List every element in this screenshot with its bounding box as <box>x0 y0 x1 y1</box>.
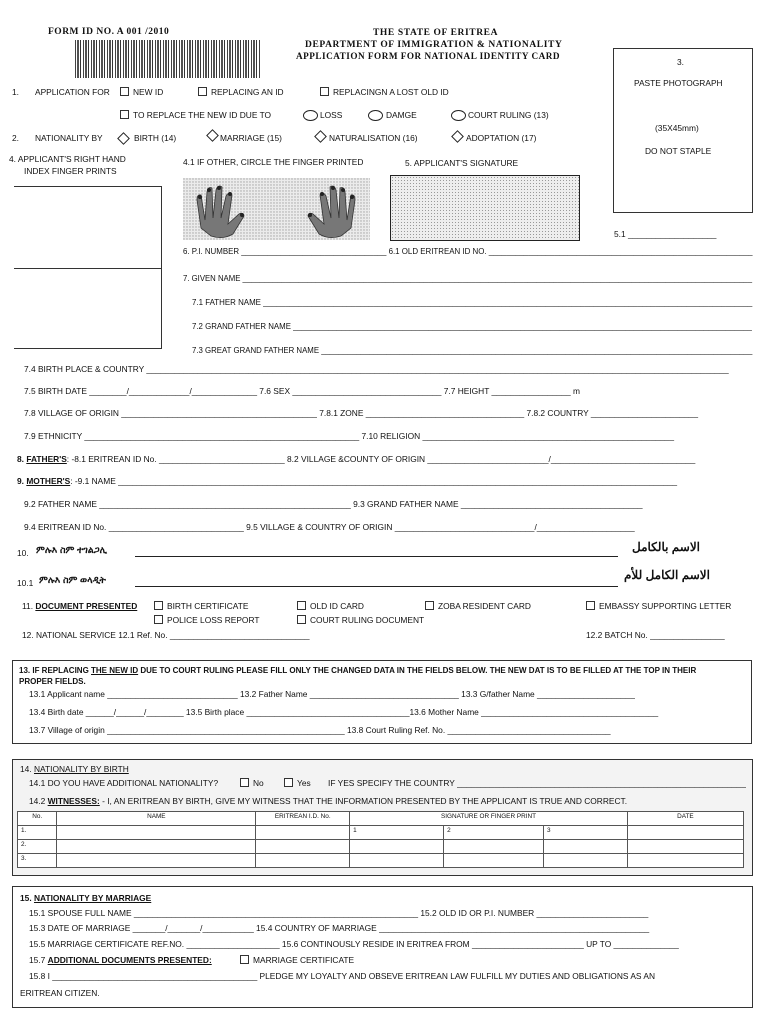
department-title: DEPARTMENT OF IMMIGRATION & NATIONALITY <box>305 40 563 50</box>
col-no: No. <box>18 812 57 826</box>
q10-tigrinya-label: ምሉእ ስም ተገልጋሊ <box>36 545 108 556</box>
loss-radio[interactable] <box>303 110 318 121</box>
marriage-date-field[interactable]: 15.3 DATE OF MARRIAGE _______/_______/___________ 15.4 COUNTRY OF MARRIAGE __________________________________________________________ <box>29 923 650 933</box>
marriage-certificate-option[interactable]: MARRIAGE CERTIFICATE <box>240 955 354 966</box>
citizen-label: ERITREAN CITIZEN. <box>20 988 100 998</box>
grandfather-name-field[interactable]: 7.2 GRAND FATHER NAME _________________________________________________________________________________________________________ <box>192 321 752 331</box>
marriage-cert-ref-field[interactable]: 15.5 MARRIAGE CERTIFICATE REF.NO. ____________________ 15.6 CONTINOUSLY RESIDE IN ERITREA FROM ________________________ UP TO ______________ <box>29 939 679 949</box>
new-id-checkbox[interactable] <box>120 87 129 96</box>
police-report-checkbox[interactable] <box>154 615 163 624</box>
q10-1-name-line[interactable] <box>135 586 618 587</box>
q13-row-1[interactable]: 13.1 Applicant name ____________________________ 13.2 Father Name ________________________________ 13.3 G/father Name _____________________ <box>29 689 635 699</box>
form-id: FORM ID NO. A 001 /2010 <box>48 27 170 37</box>
signature-label: 5. APPLICANT'S SIGNATURE <box>405 158 519 168</box>
national-service-field[interactable]: 12. NATIONAL SERVICE 12.1 Ref. No. ______________________________ <box>22 630 310 640</box>
great-grandfather-name-field[interactable]: 7.3 GREAT GRAND FATHER NAME ___________________________________________________________________________________________________ <box>192 345 753 355</box>
mother-id-field[interactable]: 9.4 ERITREAN ID No. _____________________________ 9.5 VILLAGE & COUNTRY OF ORIGIN ______________________________/_____________________ <box>24 522 635 532</box>
replacing-lost-checkbox[interactable] <box>320 87 329 96</box>
signature-box[interactable] <box>390 175 580 241</box>
court-document-option[interactable]: COURT RULING DOCUMENT <box>297 615 424 626</box>
q2-number: 2. <box>12 133 19 143</box>
zoba-card-option[interactable]: ZOBA RESIDENT CARD <box>425 601 531 612</box>
damge-radio[interactable] <box>368 110 383 121</box>
col-id: ERITREAN I.D. No. <box>256 812 350 826</box>
state-title: THE STATE OF ERITREA <box>373 28 499 38</box>
signature-sub-field[interactable]: 5.1 ___________________ <box>614 229 717 239</box>
q11-label: 11. DOCUMENT PRESENTED <box>22 601 138 611</box>
mother-father-field[interactable]: 9.2 FATHER NAME ______________________________________________________ 9.3 GRAND FATHER NAME _______________________________________ <box>24 499 643 509</box>
q10-number: 10. <box>17 548 29 558</box>
barcode <box>75 40 260 78</box>
birth-label: BIRTH (14) <box>134 133 177 143</box>
q10-name-line[interactable] <box>135 556 618 557</box>
birth-place-field[interactable]: 7.4 BIRTH PLACE & COUNTRY _____________________________________________________________________________________________________________________________ <box>24 364 729 374</box>
replacing-id-option[interactable]: REPLACING AN ID <box>198 87 284 98</box>
q10-1-tigrinya-label: ምሉእ ስም ወላዲት <box>39 575 106 586</box>
pi-number-field[interactable]: 6. P.I. NUMBER _________________________________ 6.1 OLD ERITREAN ID NO. ____________________________________________________________ <box>183 246 753 256</box>
witness-table <box>17 811 744 868</box>
photo-paste-label: PASTE PHOTOGRAPH <box>634 78 723 88</box>
table-row[interactable]: 3. <box>18 854 744 868</box>
birth-diamond[interactable] <box>117 132 130 145</box>
q10-arabic-label: الاسم بالكامل <box>632 540 701 554</box>
q10-1-number: 10.1 <box>17 578 34 588</box>
mother-heading: MOTHER'S <box>26 476 71 486</box>
yes-checkbox[interactable] <box>284 778 293 787</box>
adoptation-label: ADOPTATION (17) <box>466 133 537 143</box>
marriage-certificate-checkbox[interactable] <box>240 955 249 964</box>
batch-field[interactable]: 12.2 BATCH No. ________________ <box>586 630 725 640</box>
replace-due-checkbox[interactable] <box>120 110 129 119</box>
photo-staple-label: DO NOT STAPLE <box>645 146 712 156</box>
naturalisation-diamond[interactable] <box>314 130 327 143</box>
q15-heading: 15. NATIONALITY BY MARRIAGE <box>20 893 152 903</box>
hands-illustration <box>183 178 370 240</box>
police-report-option[interactable]: POLICE LOSS REPORT <box>154 615 259 626</box>
old-id-card-option[interactable]: OLD ID CARD <box>297 601 364 612</box>
other-finger-label: 4.1 IF OTHER, CIRCLE THE FINGER PRINTED <box>183 157 364 167</box>
additional-docs-row: 15.7 ADDITIONAL DOCUMENTS PRESENTED: <box>29 955 212 965</box>
table-header-row <box>18 812 744 826</box>
court-radio[interactable] <box>451 110 466 121</box>
naturalisation-label: NATURALISATION (16) <box>329 133 418 143</box>
replacing-lost-option[interactable]: REPLACINGN A LOST OLD ID <box>320 87 449 98</box>
court-document-checkbox[interactable] <box>297 615 306 624</box>
father-heading: FATHER'S <box>26 454 67 464</box>
q13-heading-2: PROPER FIELDS. <box>19 677 86 686</box>
damge-label: DAMGE <box>386 110 417 120</box>
pledge-field[interactable]: 15.8 I ____________________________________________ PLEDGE MY LOYALTY AND OBSEVE ERITREAN LAW FULFILL MY DUTIES AND OBLIGATIONS AS AN <box>29 971 655 981</box>
father-details-row[interactable]: 8. FATHER'S: -8.1 ERITREAN ID No. ___________________________ 8.2 VILLAGE &COUNTY OF ORIGIN __________________________/_______________________________ <box>17 454 696 464</box>
table-row[interactable]: 2. <box>18 840 744 854</box>
fingerprint-divider <box>14 268 161 269</box>
fingerprint-label-2: INDEX FINGER PRINTS <box>24 166 117 176</box>
marriage-diamond[interactable] <box>206 129 219 142</box>
q10-1-arabic-label: الاسم الكامل للأم <box>624 568 710 582</box>
form-title: APPLICATION FORM FOR NATIONAL IDENTITY CARD <box>296 51 561 61</box>
embassy-letter-checkbox[interactable] <box>586 601 595 610</box>
fingerprint-bottom-line <box>14 348 161 349</box>
no-option[interactable]: No <box>240 778 264 789</box>
new-id-option[interactable]: NEW ID <box>120 87 163 98</box>
specify-country-field[interactable]: IF YES SPECIFY THE COUNTRY ______________________________________________________________ <box>328 778 746 788</box>
zoba-card-checkbox[interactable] <box>425 601 434 610</box>
marriage-label: MARRIAGE (15) <box>220 133 282 143</box>
q1-number: 1. <box>12 87 19 97</box>
father-name-field[interactable]: 7.1 FATHER NAME _______________________________________________________________________________________________________________ <box>192 297 753 307</box>
yes-option[interactable]: Yes <box>284 778 311 789</box>
additional-nationality-row: 14.1 DO YOU HAVE ADDITIONAL NATIONALITY? <box>29 778 219 788</box>
given-name-field[interactable]: 7. GIVEN NAME ______________________________________________________________________________________________________________________ <box>183 273 753 283</box>
adoptation-diamond[interactable] <box>451 130 464 143</box>
birth-certificate-option[interactable]: BIRTH CERTIFICATE <box>154 601 248 612</box>
replace-due-option[interactable]: TO REPLACE THE NEW ID DUE TO <box>120 110 271 121</box>
mother-details-row[interactable]: 9. MOTHER'S: -9.1 NAME ________________________________________________________________________________________________________________________ <box>17 476 678 486</box>
photo-number: 3. <box>677 57 684 67</box>
q13-row-3[interactable]: 13.7 Village of origin ___________________________________________________ 13.8 Court Ruling Ref. No. ___________________________________ <box>29 725 611 735</box>
col-signature: SIGNATURE OR FINGER PRINT <box>350 812 628 826</box>
q2-label: NATIONALITY BY <box>35 133 103 143</box>
birth-certificate-checkbox[interactable] <box>154 601 163 610</box>
embassy-letter-option[interactable]: EMBASSY SUPPORTING LETTER <box>586 601 731 612</box>
q13-heading: 13. IF REPLACING THE NEW ID DUE TO COURT RULING PLEASE FILL ONLY THE CHANGED DATA IN THE FIELDS BELOW. THE NEW DAT IS TO BE FILLED AT THE TOP IN THEIR <box>19 666 697 675</box>
ethnicity-field[interactable]: 7.9 ETHNICITY ___________________________________________________________ 7.10 RELIGION ______________________________________________________ <box>24 431 674 441</box>
spouse-name-field[interactable]: 15.1 SPOUSE FULL NAME _____________________________________________________________ 15.2 OLD ID OR P.I. NUMBER ________________________ <box>29 908 649 918</box>
q1-label: APPLICATION FOR <box>35 87 110 97</box>
no-checkbox[interactable] <box>240 778 249 787</box>
fingerprint-label: 4. APPLICANT'S RIGHT HAND <box>9 154 126 164</box>
village-field[interactable]: 7.8 VILLAGE OF ORIGIN __________________________________________ 7.8.1 ZONE __________________________________ 7.8.2 COUNTRY _______________________ <box>24 408 698 418</box>
q14-heading: 14. NATIONALITY BY BIRTH <box>20 764 129 774</box>
table-row[interactable]: 1. 1 2 3 <box>18 826 744 840</box>
witnesses-statement: 14.2 WITNESSES: - I, AN ERITREAN BY BIRTH, GIVE MY WITNESS THAT THE INFORMATION PRESENTED BY THE APPLICANT IS TRUE AND CORRECT. <box>29 796 628 806</box>
old-id-card-checkbox[interactable] <box>297 601 306 610</box>
birth-date-field[interactable]: 7.5 BIRTH DATE ________/_____________/______________ 7.6 SEX ________________________________ 7.7 HEIGHT _________________ m <box>24 386 581 396</box>
photo-size-label: (35X45mm) <box>655 123 699 133</box>
col-name: NAME <box>57 812 256 826</box>
col-date: DATE <box>627 812 743 826</box>
loss-label: LOSS <box>320 110 343 120</box>
court-label: COURT RULING (13) <box>468 110 549 120</box>
replacing-id-checkbox[interactable] <box>198 87 207 96</box>
q13-row-2[interactable]: 13.4 Birth date ______/______/________ 13.5 Birth place ___________________________________13.6 Mother Name ______________________________________ <box>29 707 659 717</box>
